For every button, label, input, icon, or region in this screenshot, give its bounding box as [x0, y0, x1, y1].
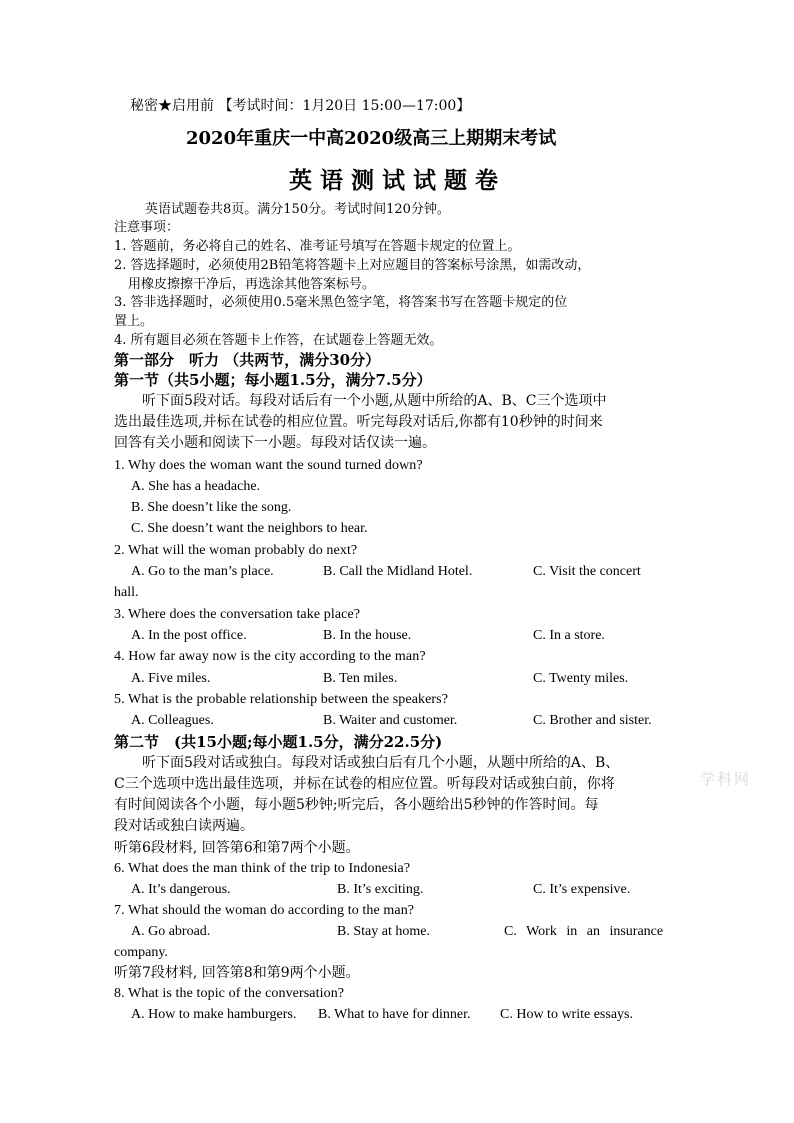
q5-option-b: B. Waiter and customer.	[323, 713, 458, 728]
q1-option-b: B. She doesn’t like the song.	[131, 500, 292, 515]
q5-option-a: A. Colleagues.	[131, 713, 214, 728]
section2-instruction-line4: 段对话或独白读两遍。	[114, 818, 254, 834]
q4-option-b: B. Ten miles.	[323, 671, 398, 686]
q7-option-a: A. Go abroad.	[131, 924, 211, 939]
q8-option-c: C. How to write essays.	[500, 1007, 633, 1022]
material-7-label: 听第7段材料, 回答第8和第9两个小题。	[114, 965, 360, 981]
q7-option-c-cont: company.	[114, 945, 168, 960]
q6-option-a: A. It’s dangerous.	[131, 882, 231, 897]
exam-title: 2020年重庆一中高2020级高三上期期末考试	[186, 128, 557, 149]
section1-instruction-line2: 选出最佳选项,并标在试卷的相应位置。听完每段对话后,你都有10秒钟的时间来	[114, 414, 603, 430]
confidential-header: 秘密★启用前 【考试时间：1月20日 15:00—17:00】	[130, 98, 471, 114]
question-8: 8. What is the topic of the conversation?	[114, 986, 345, 1001]
note-3-cont: 置上。	[114, 314, 154, 329]
q2-option-c-cont: hall.	[114, 585, 139, 600]
note-2: 2. 答选择题时，必须使用2B铅笔将答题卡上对应题目的答案标号涂黑，如需改动，	[114, 258, 591, 273]
note-1: 1. 答题前，务必将自己的姓名、准考证号填写在答题卡规定的位置上。	[114, 239, 521, 254]
q5-option-c: C. Brother and sister.	[533, 713, 652, 728]
watermark: 学科网	[700, 770, 752, 788]
q2-option-a: A. Go to the man’s place.	[131, 564, 274, 579]
q8-option-a: A. How to make hamburgers.	[131, 1007, 297, 1022]
q6-option-c: C. It’s expensive.	[533, 882, 631, 897]
question-7: 7. What should the woman do according to the man?	[114, 903, 415, 918]
q4-option-c: C. Twenty miles.	[533, 671, 629, 686]
question-4: 4. How far away now is the city according to the man?	[114, 649, 426, 664]
q2-option-b: B. Call the Midland Hotel.	[323, 564, 473, 579]
q2-option-c: C. Visit the concert	[533, 564, 641, 579]
q3-option-b: B. In the house.	[323, 628, 412, 643]
q3-option-a: A. In the post office.	[131, 628, 247, 643]
question-2: 2. What will the woman probably do next?	[114, 543, 358, 558]
paper-summary: 英语试题卷共8页。满分150分。考试时间120分钟。	[145, 202, 450, 217]
question-6: 6. What does the man think of the trip to Indonesia?	[114, 861, 411, 876]
section2-instruction-line1: 听下面5段对话或独白。每段对话或独白后有几个小题，从题中所给的A、B、	[142, 755, 620, 771]
q1-option-a: A. She has a headache.	[131, 479, 261, 494]
q4-option-a: A. Five miles.	[131, 671, 211, 686]
section1-heading: 第一节（共5小题；每小题1.5分，满分7.5分）	[114, 371, 432, 389]
section1-instruction-line3: 回答有关小题和阅读下一小题。每段对话仅读一遍。	[114, 435, 436, 451]
q1-option-c: C. She doesn’t want the neighbors to hear.	[131, 521, 368, 536]
section2-heading: 第二节 (共15小题;每小题1.5分，满分22.5分)	[114, 733, 443, 751]
question-1: 1. Why does the woman want the sound turned down?	[114, 458, 423, 473]
notes-label: 注意事项：	[114, 220, 180, 235]
question-5: 5. What is the probable relationship between the speakers?	[114, 692, 449, 707]
section1-instruction-line1: 听下面5段对话。每段对话后有一个小题,从题中所给的A、B、C三个选项中	[142, 393, 607, 409]
note-3: 3. 答非选择题时，必须使用0.5毫米黑色签字笔，将答案书写在答题卡规定的位	[114, 295, 568, 310]
q7-option-c: C. Work in an insurance	[504, 924, 664, 939]
note-2-cont: 用橡皮擦擦干净后，再选涂其他答案标号。	[128, 277, 376, 292]
section2-instruction-line2: C三个选项中选出最佳选项，并标在试卷的相应位置。听每段对话或独白前，你将	[114, 776, 615, 792]
part1-heading: 第一部分 听力 （共两节，满分30分）	[114, 351, 381, 369]
q7-option-b: B. Stay at home.	[337, 924, 430, 939]
section2-instruction-line3: 有时间阅读各个小题，每小题5秒钟;听完后，各小题给出5秒钟的作答时间。每	[114, 797, 599, 813]
question-3: 3. Where does the conversation take place?	[114, 607, 361, 622]
material-6-label: 听第6段材料, 回答第6和第7两个小题。	[114, 840, 360, 856]
paper-subtitle: 英 语 测 试 试 题 卷	[289, 167, 499, 194]
q3-option-c: C. In a store.	[533, 628, 605, 643]
note-4: 4. 所有题目必须在答题卡上作答，在试题卷上答题无效。	[114, 333, 443, 348]
q6-option-b: B. It’s exciting.	[337, 882, 424, 897]
q8-option-b: B. What to have for dinner.	[318, 1007, 471, 1022]
